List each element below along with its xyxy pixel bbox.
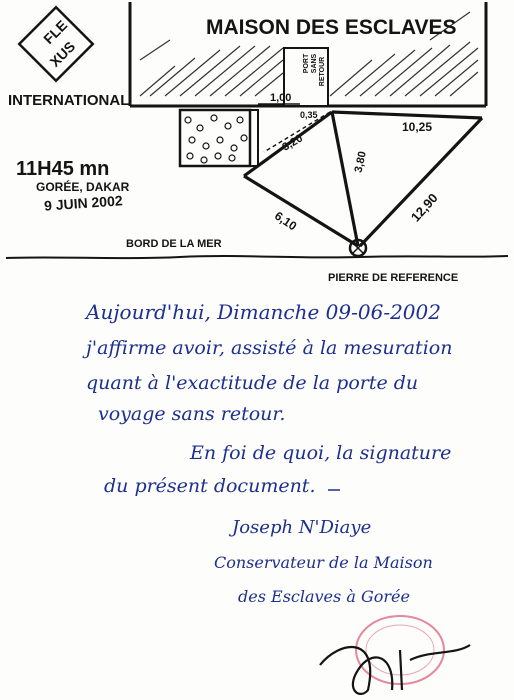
- shoreline: [6, 256, 508, 258]
- measure-left-leg: 6,10: [272, 208, 300, 234]
- building-title: MAISON DES ESCLAVES: [206, 16, 457, 39]
- letter-line-6: du présent document.: [104, 475, 316, 497]
- stone-block: [180, 110, 258, 166]
- signatory-name: Joseph N'Diaye: [232, 517, 372, 538]
- measure-left-corner: 0,35: [300, 110, 318, 120]
- letter-line-5: En foi de quoi, la signature: [190, 442, 452, 464]
- signature-flourish: [320, 645, 470, 694]
- measure-right-leg: 12,90: [407, 190, 441, 225]
- logo-text-bottom: XUS: [46, 38, 79, 70]
- signatory-place: des Esclaves à Gorée: [238, 587, 410, 606]
- letter-line-2: j'affirme avoir, assisté à la mesuration: [86, 337, 453, 359]
- reference-label: PIERRE DE REFERENCE: [328, 272, 459, 284]
- door-label-3: RETOUR: [319, 56, 327, 87]
- signatory-title: Conservateur de la Maison: [214, 553, 433, 572]
- date-label: 9 JUIN 2002: [43, 192, 124, 214]
- door-label-2: SANS: [311, 53, 319, 74]
- measure-diagonal-short: 3,20: [280, 132, 305, 154]
- shore-label: BORD DE LA MER: [126, 238, 222, 250]
- door-label-1: PORT: [303, 53, 311, 74]
- letter-line-4: voyage sans retour.: [98, 403, 286, 425]
- international-label: INTERNATIONAL: [8, 92, 130, 109]
- letter-line-3: quant à l'exactitude de la porte du: [86, 372, 419, 394]
- place-label: GORÉE, DAKAR: [36, 180, 130, 194]
- letter-line-1: Aujourd'hui, Dimanche 09-06-2002: [86, 300, 441, 324]
- measure-door-width: 1,00: [270, 92, 292, 104]
- logo-text-top: FLE: [40, 16, 71, 48]
- measure-top-right: 10,25: [402, 120, 433, 134]
- time-label: 11H45 mn: [16, 158, 110, 180]
- measure-center: 3,80: [352, 150, 369, 174]
